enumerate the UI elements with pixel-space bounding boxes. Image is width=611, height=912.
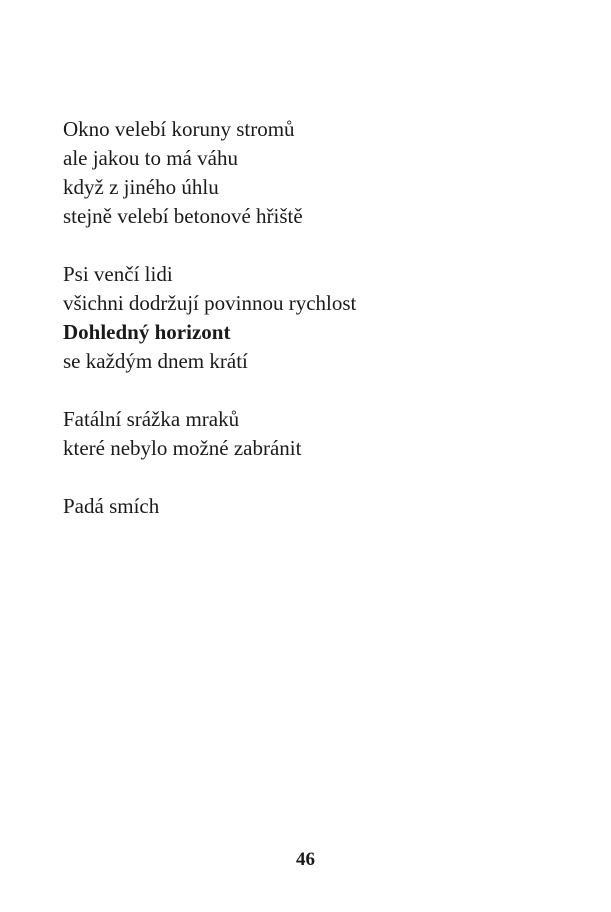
poem-line: Padá smích [63,494,160,518]
poem-line: které nebylo možné zabránit [63,436,302,460]
stanza-1 [63,115,563,231]
poem-line-bold: Dohledný horizont [63,320,231,344]
poem-line: Fatální srážka mraků [63,407,240,431]
poem-line: stejně velebí betonové hřiště [63,204,303,228]
poem-line: Okno velebí koruny stromů [63,117,295,141]
poem-line: všichni dodržují povinnou rychlost [63,291,357,315]
page-number: 46 [296,849,315,870]
stanza-3 [63,405,563,463]
stanza-4 [63,492,563,521]
poem-line: ale jakou to má váhu [63,146,238,170]
poem-line: Psi venčí lidi [63,262,173,286]
stanza-2 [63,260,563,376]
poem [63,115,563,550]
poem-line: se každým dnem krátí [63,349,248,373]
poem-line: když z jiného úhlu [63,175,219,199]
